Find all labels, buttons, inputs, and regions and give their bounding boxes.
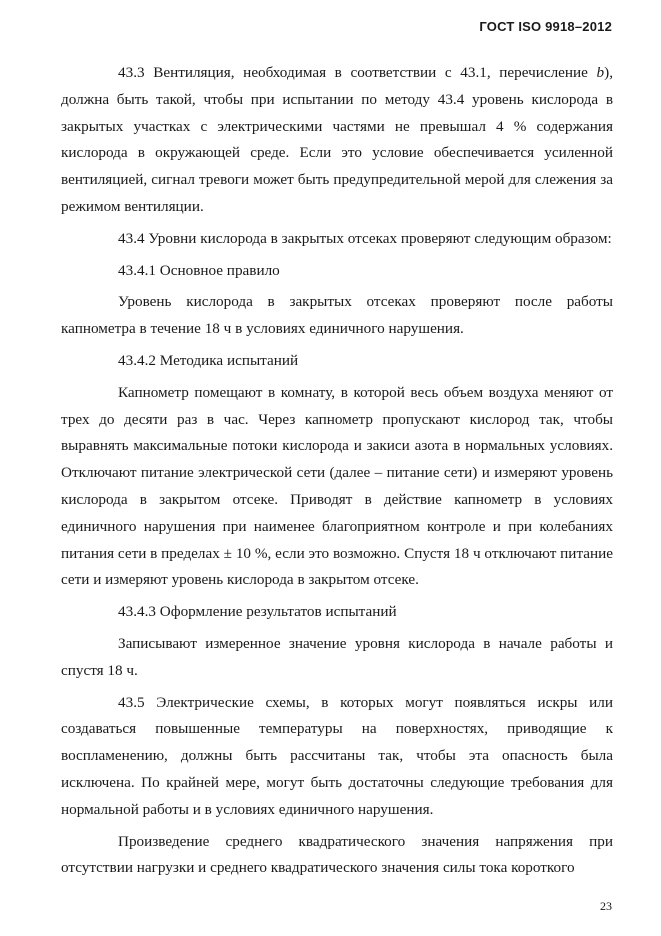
heading-43-4-3: 43.4.3 Оформление результатов испытаний <box>118 603 397 621</box>
page-number: 23 <box>600 899 612 913</box>
paragraph-43-3 <box>61 60 613 221</box>
heading-43-4-1: 43.4.1 Основное правило <box>118 261 280 279</box>
heading-43-4-2: 43.4.2 Методика испытаний <box>118 351 299 369</box>
paragraph-43-4-3-body: Записывают измеренное значение уровня кислорода в начале работы и спустя 18 ч. <box>61 634 613 679</box>
paragraph-43-3-pre: 43.3 Вентиляция, необходимая в соответствии с 43.1, перечисление <box>118 64 597 81</box>
paragraph-43-5-continued: Произведение среднего квадратического значения напряжения при отсутствии нагрузки и среднего квадратического значения силы тока короткого <box>61 832 613 877</box>
document-body <box>61 60 613 882</box>
document-header: ГОСТ ISO 9918–2012 <box>479 19 612 34</box>
paragraph-43-3-post: ), должна быть такой, чтобы при испытании по методу 43.4 уровень кислорода в закрытых участках с электрическими частями не превышал 4 % содержания кислорода в окружающей среде. Если это условие обеспечивается усиленной вентиляцией, сигнал тревоги может быть предупредительной мерой для слежения за режимом вентиляции. <box>61 64 613 215</box>
paragraph-43-5: 43.5 Электрические схемы, в которых могут появляться искры или создаваться повышенные температуры на поверхностях, приводящие к воспламенению, должны быть рассчитаны так, чтобы эта опасность была исключена. По крайней мере, могут быть достаточны следующие требования для нормальной работы и в условиях единичного нарушения. <box>61 693 613 818</box>
paragraph-43-4: 43.4 Уровни кислорода в закрытых отсеках проверяют следующим образом: <box>118 229 612 247</box>
paragraph-43-4-1-body: Уровень кислорода в закрытых отсеках проверяют после работы капнометра в течение 18 ч в условиях единичного нарушения. <box>61 293 613 338</box>
paragraph-43-4-2-body: Капнометр помещают в комнату, в которой весь объем воздуха меняют от трех до десяти раз в час. Через капнометр пропускают кислород так, чтобы выравнять максимальные потоки кислорода и закиси азота в нормальных условиях. Отключают питание электрической сети (далее – питание сети) и измеряют уровень кислорода в закрытом отсеке. Приводят в действие капнометр в условиях единичного нарушения при наименее благоприятном контроле и при колебаниях питания сети в пределах ± 10 %, если это возможно. Спустя 18 ч отключают питание сети и измеряют уровень кислорода в закрытом отсеке. <box>61 383 613 589</box>
paragraph-43-3-italic: b <box>596 64 605 81</box>
